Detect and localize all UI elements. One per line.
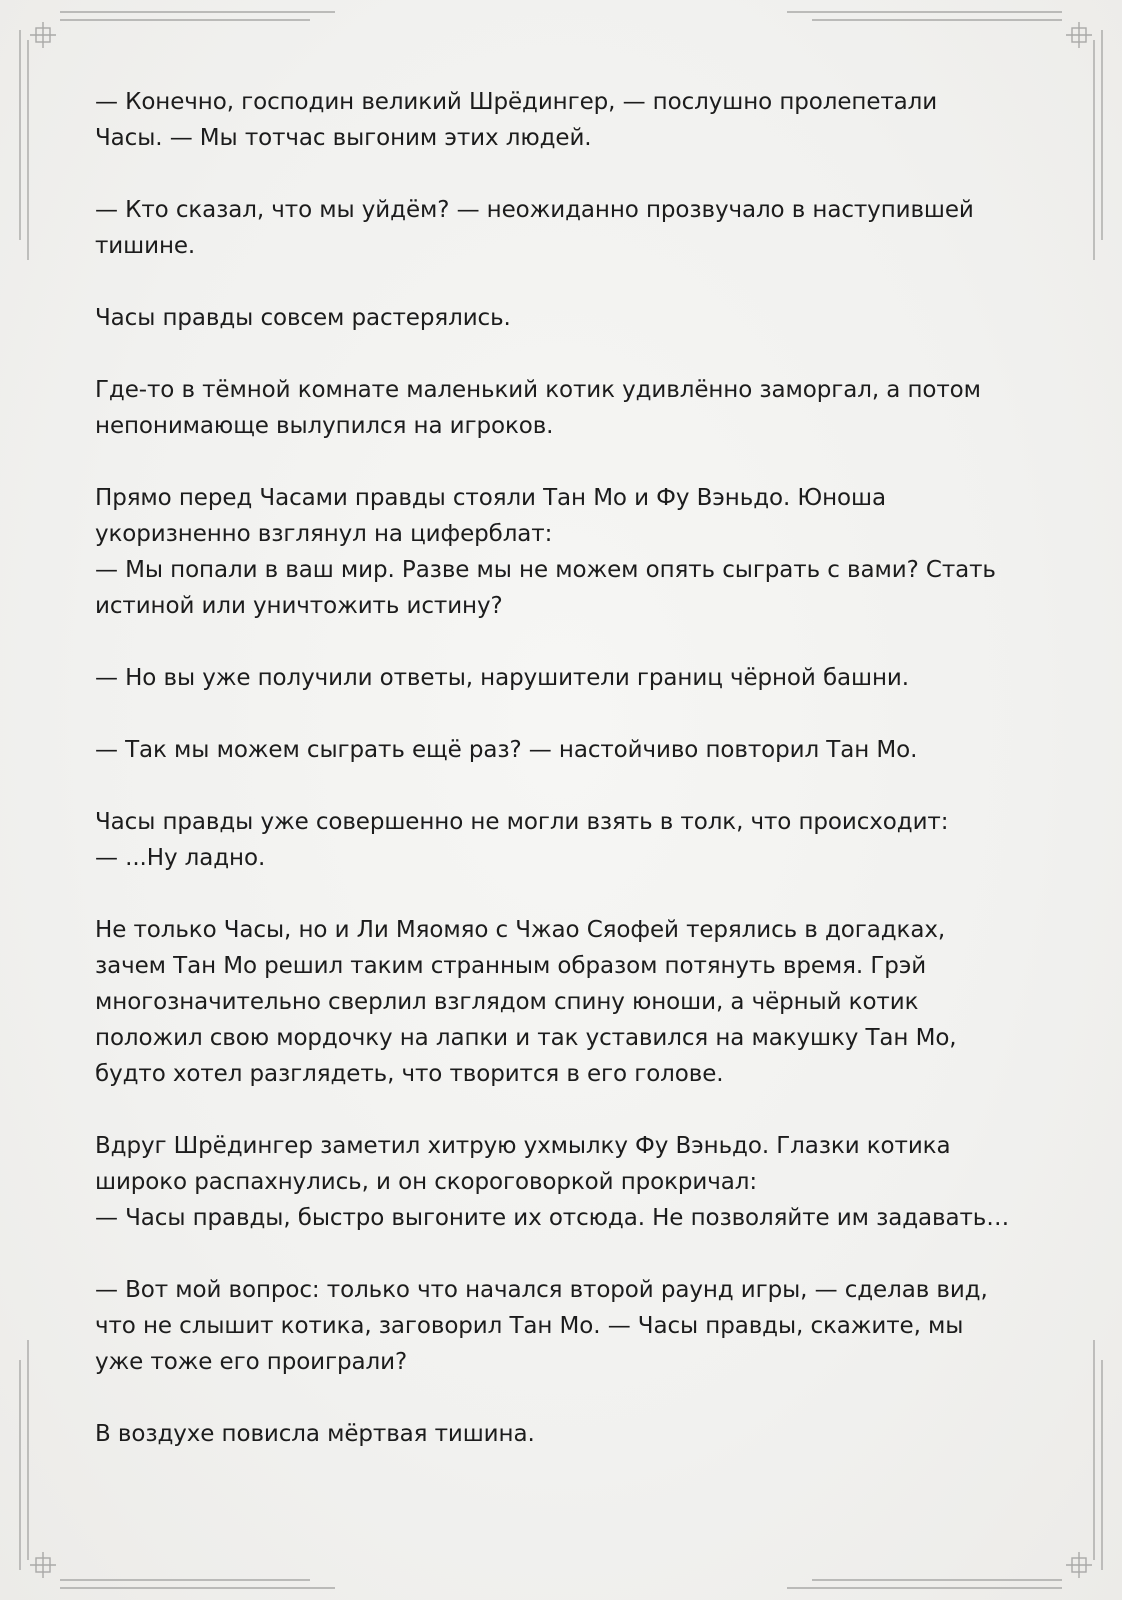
- text-line: В воздухе повисла мёртвая тишина.: [95, 1421, 535, 1447]
- text-line: Часы правды совсем растерялись.: [95, 305, 511, 331]
- text-line: — ...Ну ладно.: [95, 845, 266, 871]
- text-line: — Кто сказал, что мы уйдём? — неожиданно прозвучало в наступившей: [95, 197, 974, 223]
- text-line: укоризненно взглянул на циферблат:: [95, 521, 553, 547]
- paragraph: [95, 804, 1055, 876]
- text-line: Где-то в тёмной комнате маленький котик удивлённо заморгал, а потом: [95, 377, 981, 403]
- text-line: — Конечно, господин великий Шрёдингер, — послушно пролепетали: [95, 89, 938, 115]
- text-line: Вдруг Шрёдингер заметил хитрую ухмылку Фу Вэньдо. Глазки котика: [95, 1133, 951, 1159]
- paragraph: [95, 480, 1055, 624]
- text-line: зачем Тан Мо решил таким странным образом потянуть время. Грэй: [95, 953, 927, 979]
- paragraph: [95, 192, 1055, 264]
- text-line: — Вот мой вопрос: только что начался второй раунд игры, — сделав вид,: [95, 1277, 988, 1303]
- text-line: Часы правды уже совершенно не могли взять в толк, что происходит:: [95, 809, 949, 835]
- paragraph: [95, 84, 1055, 156]
- paragraph: [95, 1272, 1055, 1380]
- paragraph: [95, 300, 1055, 336]
- paragraph: [95, 372, 1055, 444]
- text-line: — Но вы уже получили ответы, нарушители границ чёрной башни.: [95, 665, 909, 691]
- text-line: будто хотел разглядеть, что творится в его голове.: [95, 1061, 724, 1087]
- text-line: широко распахнулись, и он скороговоркой прокричал:: [95, 1169, 757, 1195]
- text-line: тишине.: [95, 233, 196, 259]
- text-body: [95, 84, 1055, 1452]
- text-line: — Так мы можем сыграть ещё раз? — настойчиво повторил Тан Мо.: [95, 737, 918, 763]
- text-line: Часы. — Мы тотчас выгоним этих людей.: [95, 125, 592, 151]
- text-line: Не только Часы, но и Ли Мяомяо с Чжао Сяофей терялись в догадках,: [95, 917, 946, 943]
- text-line: истиной или уничтожить истину?: [95, 593, 503, 619]
- paragraph: [95, 732, 1055, 768]
- text-line: многозначительно сверлил взглядом спину юноши, а чёрный котик: [95, 989, 919, 1015]
- paragraph: [95, 1416, 1055, 1452]
- paragraph: [95, 660, 1055, 696]
- text-line: уже тоже его проиграли?: [95, 1349, 408, 1375]
- paragraph: [95, 1128, 1055, 1236]
- text-line: непонимающе вылупился на игроков.: [95, 413, 554, 439]
- text-line: положил свою мордочку на лапки и так уставился на макушку Тан Мо,: [95, 1025, 957, 1051]
- text-line: что не слышит котика, заговорил Тан Мо. — Часы правды, скажите, мы: [95, 1313, 964, 1339]
- text-line: — Часы правды, быстро выгоните их отсюда. Не позволяйте им задавать…: [95, 1205, 1010, 1231]
- paragraph: [95, 912, 1055, 1092]
- text-line: — Мы попали в ваш мир. Разве мы не можем опять сыграть с вами? Стать: [95, 557, 996, 583]
- text-line: Прямо перед Часами правды стояли Тан Мо и Фу Вэньдо. Юноша: [95, 485, 886, 511]
